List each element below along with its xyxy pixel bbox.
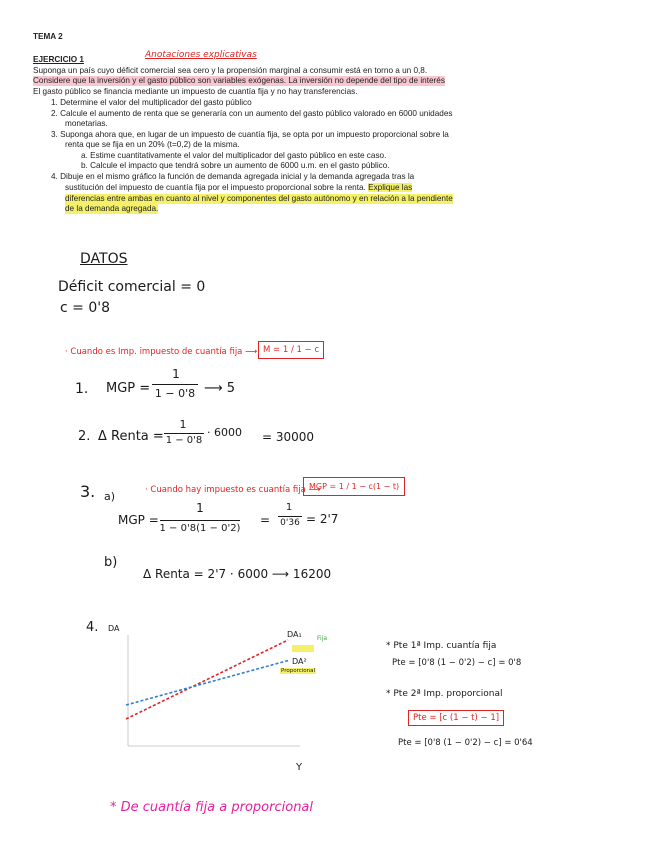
- step1-lhs: MGP =: [106, 381, 151, 396]
- step3b-expression: Δ Renta = 2'7 · 6000 ⟶ 16200: [143, 567, 332, 581]
- red-annotation-1: · Cuando es Imp. impuesto de cuantía fija ⟶: [65, 347, 258, 357]
- graph-label-fija: Fija: [317, 635, 328, 642]
- step3-number: 3.: [80, 482, 96, 501]
- step1-number: 1.: [75, 381, 89, 397]
- step3-numerator-2: 1: [285, 502, 293, 513]
- doc-q3b: renta que se fija en un 20% (t=0,2) de la misma.: [65, 140, 240, 149]
- doc-q4b: sustitución del impuesto de cuantía fija por el impuesto proporcional sobre la renta.: [65, 183, 366, 192]
- graph-label-da2: DA²: [292, 657, 307, 666]
- step3-equals: =: [260, 513, 271, 527]
- legend-proportional-equation: Pte = [0'8 (1 − 0'2) − c] = 0'64: [398, 738, 533, 748]
- da-fixed-tax-line: [126, 640, 288, 719]
- graph-label-da1: DA₁: [287, 630, 302, 639]
- step3-result: = 2'7: [306, 512, 339, 526]
- step2-multiply: · 6000: [207, 426, 242, 439]
- doc-q3c: a. Estime cuantitativamente el valor del multiplicador del gasto público en este caso.: [81, 151, 387, 160]
- doc-q2a: 2. Calcule el aumento de renta que se generaría con un aumento del gasto público valorado en 6000 unidades: [51, 109, 453, 118]
- step2-lhs: Δ Renta =: [98, 429, 164, 444]
- doc-q4d: de la demanda agregada.: [65, 204, 159, 213]
- step2-numerator: 1: [179, 418, 187, 431]
- legend-fixed-equation: Pte = [0'8 (1 − 0'2) − c] = 0'8: [392, 658, 522, 668]
- red-box-2: MGP = 1 / 1 − c(1 − t): [303, 477, 405, 496]
- da-proportional-tax-line: [126, 660, 290, 705]
- doc-tema: TEMA 2: [33, 32, 63, 41]
- step4-number: 4.: [86, 620, 99, 635]
- doc-intro-2: Considere que la inversión y el gasto público son variables exógenas. La inversión no depende del tipo de interés: [33, 76, 445, 85]
- annotation-title: Anotaciones explicativas: [145, 50, 257, 60]
- graph-label-proporcional: Proporcional: [281, 668, 316, 674]
- step1-numerator: 1: [172, 367, 180, 381]
- doc-q4a: 4. Dibuje en el mismo gráfico la función de demanda agregada inicial y la demanda agregada tras la: [51, 172, 415, 181]
- footer-note: * De cuantía fija a proporcional: [110, 800, 314, 815]
- step3-a-label: a): [104, 490, 116, 503]
- doc-q4b-highlight: Explique las: [368, 183, 413, 192]
- step3-lhs: MGP =: [118, 513, 159, 527]
- notes-c: c = 0'8: [60, 300, 110, 316]
- legend-proportional-box: Pte = [c (1 − t) − 1]: [408, 710, 504, 726]
- doc-intro-1: Suponga un país cuyo déficit comercial sea cero y la propensión marginal a consumir está en torno a un 0,8.: [33, 66, 428, 75]
- step3-denominator-2: 0'36: [280, 518, 300, 528]
- doc-q3d: b. Calcule el impacto que tendrá sobre un aumento de 6000 u.m. en el gasto público.: [81, 161, 390, 170]
- graph-da-axis-label: DA: [108, 624, 120, 633]
- doc-q4c: diferencias entre ambas en cuanto al nivel y componentes del gasto autónomo y en relación a la pendiente: [65, 194, 453, 203]
- step3-b-label: b): [104, 555, 118, 570]
- step3-numerator: 1: [196, 501, 204, 515]
- step3-denominator: 1 − 0'8(1 − 0'2): [159, 523, 241, 534]
- doc-intro-3: El gasto público se financia mediante un impuesto de cuantía fija y no hay transferencias.: [33, 87, 358, 96]
- doc-q3a: 3. Suponga ahora que, en lugar de un impuesto de cuantía fija, se opta por un impuesto proporcional sobre la: [51, 130, 449, 139]
- step1-result: ⟶ 5: [204, 381, 236, 396]
- step1-denominator: 1 − 0'8: [154, 387, 196, 400]
- legend-proportional: * Pte 2ª Imp. proporcional: [386, 689, 503, 699]
- step2-number: 2.: [78, 429, 91, 444]
- step2-denominator: 1 − 0'8: [165, 435, 203, 446]
- step2-result: = 30000: [262, 430, 315, 444]
- red-box-1: M = 1 / 1 − c: [258, 341, 324, 359]
- doc-q1: 1. Determine el valor del multiplicador del gasto público: [51, 98, 252, 107]
- graph-yellow-mark: [292, 645, 314, 652]
- notes-deficit: Déficit comercial = 0: [58, 279, 206, 295]
- doc-q2b: monetarias.: [65, 119, 108, 128]
- graph-x-axis-label: Y: [296, 762, 303, 773]
- doc-ejercicio: EJERCICIO 1: [33, 55, 84, 64]
- notes-datos: DATOS: [80, 251, 128, 267]
- legend-fixed: * Pte 1ª Imp. cuantía fija: [386, 641, 497, 651]
- red-annotation-2: · Cuando hay impuesto es cuantía fija ⟶: [145, 485, 321, 495]
